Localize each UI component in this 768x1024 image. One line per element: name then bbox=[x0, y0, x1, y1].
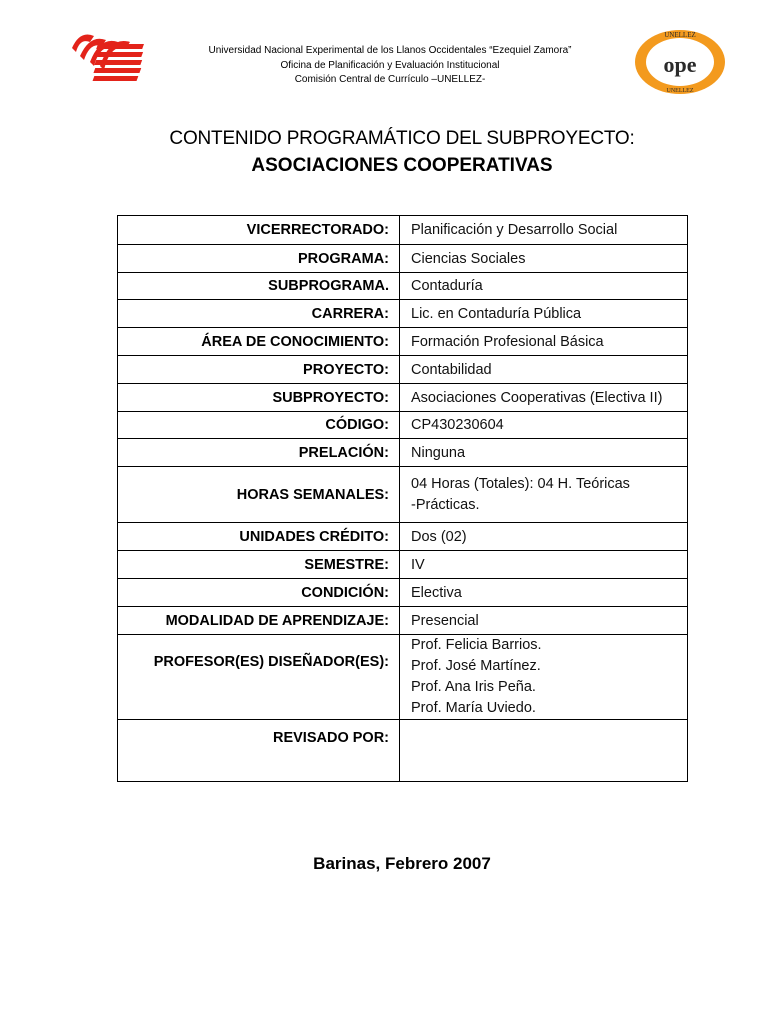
table-row bbox=[118, 523, 688, 551]
table-row bbox=[118, 300, 688, 328]
professor-name: Prof. María Uviedo. bbox=[411, 700, 536, 716]
row-label: CONDICIÓN: bbox=[118, 579, 400, 607]
subproject-title: ASOCIACIONES COOPERATIVAS bbox=[251, 155, 553, 176]
row-label: ÁREA DE CONOCIMIENTO: bbox=[118, 328, 400, 356]
table-row bbox=[118, 439, 688, 467]
place-date: Barinas, Febrero 2007 bbox=[313, 854, 491, 873]
professor-name: Prof. José Martínez. bbox=[411, 658, 541, 674]
row-value: Presencial bbox=[400, 607, 688, 635]
logo-center-text: ope bbox=[663, 52, 697, 77]
row-value: Dos (02) bbox=[400, 523, 688, 551]
row-value: Electiva bbox=[400, 579, 688, 607]
row-value: Ninguna bbox=[400, 439, 688, 467]
row-label: CARRERA: bbox=[118, 300, 400, 328]
row-value: Asociaciones Cooperativas (Electiva II) bbox=[400, 384, 688, 412]
hours-line: 04 Horas (Totales): 04 H. Teóricas bbox=[411, 475, 630, 492]
program-info-table bbox=[117, 215, 688, 782]
table-row bbox=[118, 216, 688, 245]
logo-top-text: UNELLEZ bbox=[664, 31, 696, 39]
row-value: Formación Profesional Básica bbox=[400, 328, 688, 356]
row-label: SUBPROYECTO: bbox=[118, 384, 400, 412]
header-university: Universidad Nacional Experimental de los Llanos Occidentales “Ezequiel Zamora” bbox=[208, 45, 572, 56]
document-title: CONTENIDO PROGRAMÁTICO DEL SUBPROYECTO: bbox=[169, 128, 635, 149]
row-value: CP430230604 bbox=[400, 412, 688, 439]
row-label: CÓDIGO: bbox=[118, 412, 400, 439]
table-row bbox=[118, 467, 688, 523]
table-row bbox=[118, 273, 688, 300]
row-value bbox=[400, 720, 688, 782]
table-row bbox=[118, 384, 688, 412]
table-row bbox=[118, 607, 688, 635]
row-label: REVISADO POR: bbox=[118, 720, 400, 782]
row-label: PROYECTO: bbox=[118, 356, 400, 384]
logo-bottom-text: UNELLEZ bbox=[666, 88, 694, 94]
row-value: Ciencias Sociales bbox=[400, 245, 688, 273]
row-value: Lic. en Contaduría Pública bbox=[400, 300, 688, 328]
table-row bbox=[118, 635, 688, 720]
row-label: SEMESTRE: bbox=[118, 551, 400, 579]
professor-name: Prof. Felicia Barrios. bbox=[411, 637, 542, 653]
row-label: PROFESOR(ES) DISEÑADOR(ES): bbox=[118, 635, 400, 720]
table-row bbox=[118, 579, 688, 607]
table-row bbox=[118, 245, 688, 273]
header-office: Oficina de Planificación y Evaluación Institucional bbox=[280, 59, 500, 71]
table-row bbox=[118, 328, 688, 356]
institution-header bbox=[160, 44, 620, 88]
row-value: IV bbox=[400, 551, 688, 579]
unellez-red-logo bbox=[66, 22, 156, 86]
row-label: PROGRAMA: bbox=[118, 245, 400, 273]
row-label: VICERRECTORADO: bbox=[118, 216, 400, 245]
row-value bbox=[400, 635, 688, 720]
row-label: SUBPROGRAMA. bbox=[118, 273, 400, 300]
table-row bbox=[118, 720, 688, 782]
table-row bbox=[118, 356, 688, 384]
header-commission: Comisión Central de Currículo –UNELLEZ- bbox=[294, 74, 486, 85]
row-label: PRELACIÓN: bbox=[118, 439, 400, 467]
table-row bbox=[118, 412, 688, 439]
row-label: HORAS SEMANALES: bbox=[118, 467, 400, 523]
hours-line: -Prácticas. bbox=[411, 496, 480, 513]
row-label: UNIDADES CRÉDITO: bbox=[118, 523, 400, 551]
table-row bbox=[118, 551, 688, 579]
row-value: Contaduría bbox=[400, 273, 688, 300]
ope-unellez-logo bbox=[632, 26, 728, 96]
row-value bbox=[400, 467, 688, 523]
row-value: Planificación y Desarrollo Social bbox=[400, 216, 688, 245]
row-value: Contabilidad bbox=[400, 356, 688, 384]
row-label: MODALIDAD DE APRENDIZAJE: bbox=[118, 607, 400, 635]
professor-name: Prof. Ana Iris Peña. bbox=[411, 679, 536, 695]
